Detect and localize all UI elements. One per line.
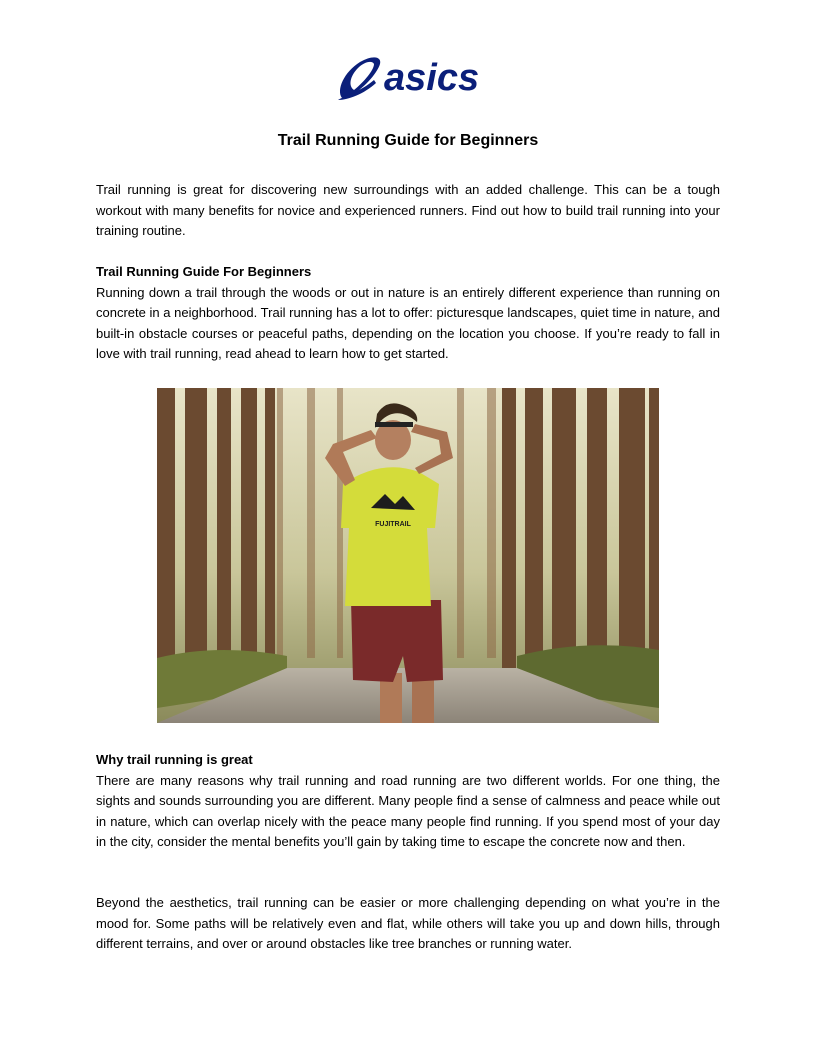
asics-logo[interactable] [334,50,480,104]
intro-paragraph: Trail running is great for discovering new surroundings with an added challenge. This can be a tough workout with many benefits for novice and experienced runners. Find out how to build trail running into your training routine. [96,182,720,239]
section-why-great [96,750,720,853]
section-beginners [96,262,720,365]
shirt-print: FUJITRAIL [375,521,411,528]
runner-photo [157,388,659,723]
logo-text: asics [384,57,480,99]
section-heading-beginners: Trail Running Guide For Beginners [96,264,312,279]
aesthetics-paragraph: Beyond the aesthetics, trail running can be easier or more challenging depending on what you’re in the mood for. Some paths will be relatively even and flat, while others will take you up and down hills, through different terrains, and over or around obstacles like tree branches or running water. [96,895,720,952]
section-heading-why-great: Why trail running is great [96,752,253,767]
section-body-beginners: Running down a trail through the woods or out in nature is an entirely different experience than running on concrete in a neighborhood. Trail running has a lot to offer: picturesque landscapes, quiet time in nature, and built-in obstacle courses or peaceful paths, depending on the location you choose. If you’re ready to fall in love with trail running, read ahead to learn how to get started. [96,284,720,362]
asics-logo-icon [334,50,480,104]
document-title: Trail Running Guide for Beginners [277,132,539,149]
section-body-why-great: There are many reasons why trail running and road running are two different worlds. For one thing, the sights and sounds surrounding you are different. Many people find a sense of calmness and peace while out in nature, which can overlap nicely with the peace many people find running. If you spend most of your day in the city, consider the mental benefits you’ll gain by taking time to escape the concrete now and then. [96,772,720,850]
